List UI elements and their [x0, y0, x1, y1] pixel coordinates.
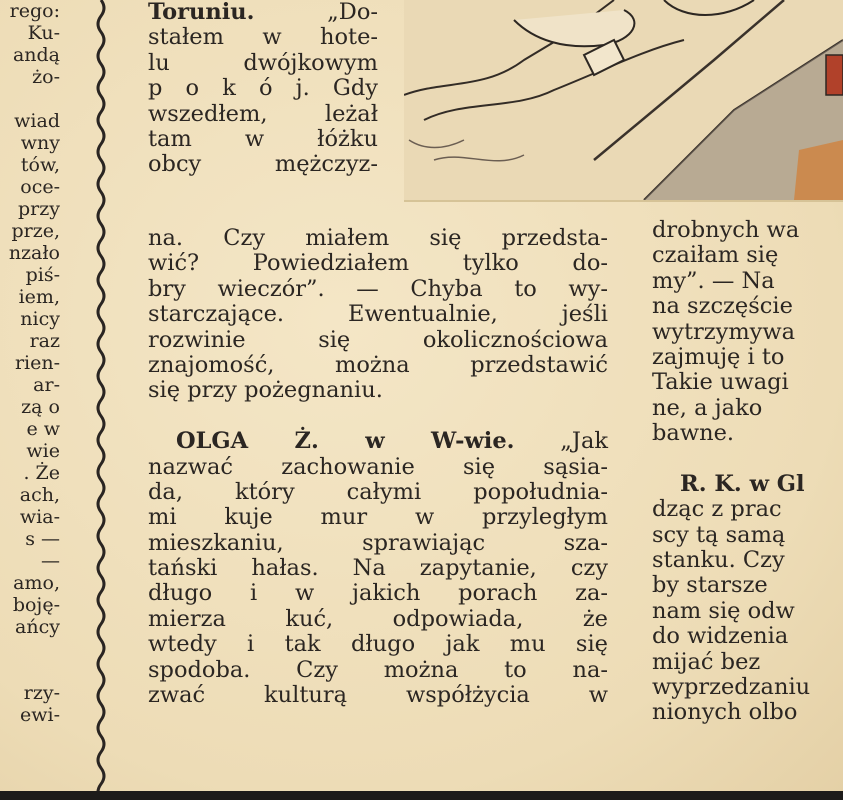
- text-line-fragment: ańcy: [15, 616, 60, 638]
- text-line: znajomość, można przedstawić: [148, 351, 608, 378]
- text-line: na. Czy miałem się przedsta-: [148, 225, 608, 251]
- text-line-fragment: —: [41, 550, 60, 572]
- text-line-fragment: by starsze: [652, 572, 768, 599]
- text-line: wić? Powiedziałem tylko do-: [148, 250, 608, 277]
- text-line-fragment: stanku. Czy: [652, 547, 785, 574]
- text-line-fragment: andą: [12, 44, 60, 66]
- text-line-fragment: wie: [26, 440, 60, 462]
- text-line-fragment: przy: [18, 198, 60, 220]
- text-line-fragment: do widzenia: [652, 623, 789, 650]
- middle-column-top: [148, 0, 378, 178]
- text-line-fragment: zą o: [21, 396, 60, 418]
- text-line: nazwać zachowanie się sąsia-: [148, 453, 608, 480]
- text-line-fragment: ne, a jako: [652, 394, 763, 421]
- text-line-fragment: piś-: [25, 264, 60, 286]
- text-line-fragment: [0, 638, 60, 660]
- text-line-fragment: rien-: [14, 352, 60, 374]
- text-line-fragment: dząc z prac: [652, 496, 782, 523]
- text-line: obcy mężczyz-: [148, 151, 378, 178]
- text-line: mi kuje mur w przyległym: [148, 504, 608, 531]
- text-line-fragment: nzało: [8, 242, 60, 264]
- text-line-fragment: [652, 447, 843, 472]
- page-bottom-edge: [0, 791, 843, 800]
- text-line-fragment: amo,: [13, 572, 60, 594]
- text-line-fragment: [652, 472, 843, 497]
- text-line: tański hałas. Na zapytanie, czy: [148, 555, 608, 582]
- text-line-fragment: nam się odw: [652, 597, 795, 624]
- text-line-fragment: [0, 88, 60, 110]
- text-line: długo i w jakich porach za-: [148, 580, 608, 607]
- text-line-fragment: ewi-: [19, 704, 60, 726]
- text-line-fragment: raz: [29, 330, 60, 352]
- text-line: [148, 0, 378, 25]
- text-line: mierza kuć, odpowiada, że: [148, 605, 608, 632]
- text-line-fragment: wny: [20, 132, 60, 154]
- text-line-fragment: rzy-: [23, 682, 60, 704]
- text-line-fragment: nionych olbo: [652, 699, 798, 726]
- text-line-fragment: my”. — Na: [652, 267, 775, 294]
- text-line-fragment: drobnych wa: [652, 218, 800, 243]
- column-divider: [92, 0, 110, 800]
- right-column: [652, 218, 843, 726]
- text-line-fragment: Ku-: [27, 22, 60, 44]
- author-initials-bold: OLGA Ż. w W-wie.: [176, 428, 515, 455]
- text-line-fragment: wiad: [14, 110, 60, 132]
- illustration: [404, 0, 843, 202]
- text-line: stałem w hote-: [148, 24, 378, 51]
- text-line-fragment: boję-: [12, 594, 60, 616]
- text-line: spodoba. Czy można to na-: [148, 656, 608, 683]
- text-line-fragment: wytrzymywa: [652, 318, 796, 345]
- text-line: [148, 429, 608, 454]
- text-line-fragment: tów,: [20, 154, 60, 176]
- text-line: wtedy i tak długo jak mu się: [148, 631, 608, 658]
- text-line-fragment: . Że: [23, 462, 60, 484]
- text-line-fragment: wia-: [19, 506, 60, 528]
- text-line: rozwinie się okolicznościowa: [148, 326, 608, 353]
- text-line-fragment: mijać bez: [652, 648, 761, 675]
- text-line: się przy pożegnaniu.: [148, 377, 383, 404]
- text-line-fragment: zajmuję i to: [652, 343, 785, 370]
- author-initials-bold: R. K. w Gl: [680, 470, 805, 497]
- text-line-fragment: prze,: [11, 220, 60, 242]
- text-line-fragment: rego:: [9, 0, 60, 22]
- text-line-fragment: bawne.: [652, 420, 735, 447]
- line-rest: „Do-: [254, 0, 378, 25]
- text-line: wszedłem, leżał: [148, 100, 378, 127]
- text-line: lu dwójkowym: [148, 49, 378, 76]
- left-column: [0, 0, 60, 726]
- text-line-fragment: scy tą samą: [652, 521, 786, 548]
- text-line: mieszkaniu, sprawiając sza-: [148, 529, 608, 556]
- text-line-fragment: żo-: [32, 66, 60, 88]
- text-line: bry wieczór”. — Chyba to wy-: [148, 275, 608, 302]
- bed-drawing: [404, 0, 843, 200]
- middle-column-main: [148, 226, 608, 708]
- text-line-fragment: wyprzedzaniu: [652, 674, 811, 701]
- text-line: tam w łóżku: [148, 125, 378, 152]
- text-line: starczające. Ewentualnie, jeśli: [148, 301, 608, 328]
- location-bold: Toruniu.: [148, 0, 255, 25]
- text-line-fragment: nicy: [20, 308, 60, 330]
- text-line-fragment: oce-: [20, 176, 60, 198]
- text-line: da, który całymi popołudnia-: [148, 478, 608, 505]
- text-line-fragment: e w: [26, 418, 60, 440]
- line-rest: „Jak: [514, 428, 608, 455]
- text-line-fragment: na szczęście: [652, 293, 793, 320]
- text-line: zwać kulturą współżycia w: [148, 682, 608, 709]
- text-line-fragment: s —: [25, 528, 60, 550]
- text-line-fragment: iem,: [18, 286, 60, 308]
- text-line-fragment: ar-: [33, 374, 60, 396]
- text-line: [148, 404, 608, 429]
- text-line-fragment: ach,: [19, 484, 60, 506]
- text-line-fragment: [0, 660, 60, 682]
- text-line-fragment: Takie uwagi: [652, 369, 789, 396]
- text-line-fragment: czaiłam się: [652, 242, 779, 269]
- text-line: p o k ó j. Gdy: [148, 75, 378, 102]
